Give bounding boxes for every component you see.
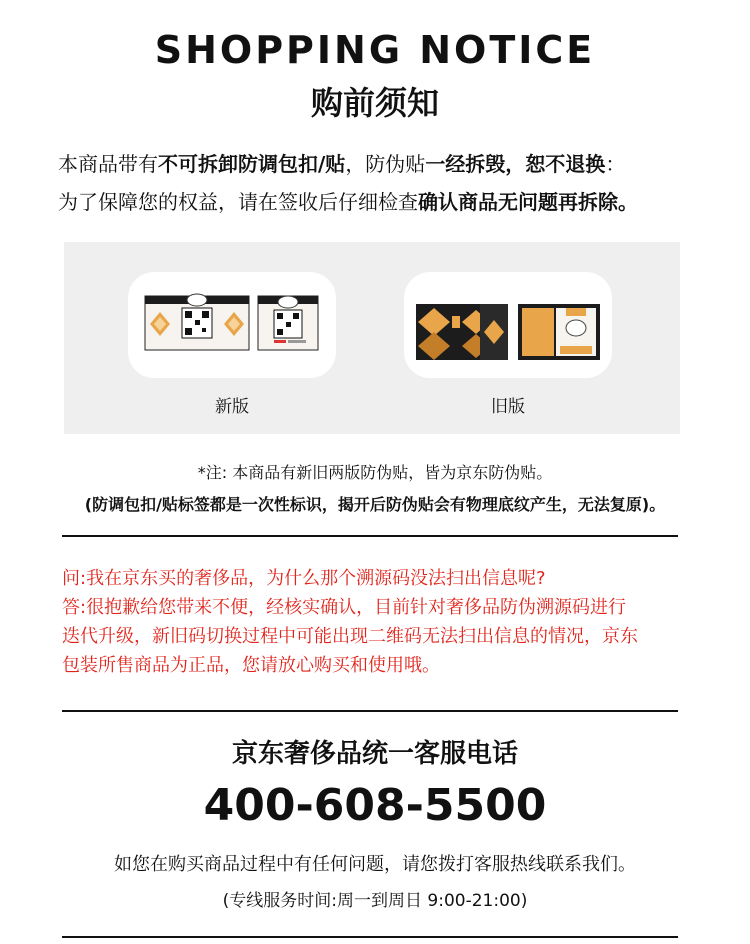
customer-service-title: 京东奢侈品统一客服电话 [231, 739, 518, 769]
intro-line-2 [58, 184, 708, 220]
intro-line-1 [58, 146, 708, 182]
note-one-time-label: (防调包扣/贴标签都是一次性标识，揭开后防伪贴会有物理底纹产生，无法复原)。 [84, 495, 666, 514]
sticker-comparison-panel [64, 242, 680, 434]
new-version-sticker-card [128, 272, 336, 378]
qa-answer-line-3: 包装所售商品为正品，您请放心购买和使用哦。 [62, 655, 440, 676]
qa-answer-line-1: 答:很抱歉给您带来不便，经核实确认，目前针对奢侈品防伪溯源码进行 [62, 597, 627, 618]
intro-line-1-segment-4: ： [605, 152, 626, 176]
intro-line-1-segment-0: 本商品带有 [58, 152, 158, 176]
title-chinese: 购前须知 [310, 84, 439, 122]
new-version-label: 新版 [215, 397, 249, 417]
divider-1 [62, 535, 678, 537]
intro-line-2-segment-1: 确认商品无问题再拆除。 [418, 190, 638, 214]
intro-line-2-segment-0: 为了保障您的权益，请在签收后仔细检查 [58, 190, 418, 214]
customer-service-phone[interactable]: 400-608-5500 [203, 780, 547, 831]
intro-line-1-segment-3: 一经拆毁，恕不退换 [425, 152, 606, 176]
old-version-sticker-image [404, 272, 612, 378]
customer-service-hours: (专线服务时间:周一到周日 9:00-21:00) [222, 891, 528, 911]
intro-line-1-segment-1: 不可拆卸防调包扣/贴 [158, 152, 346, 176]
customer-service-description: 如您在购买商品过程中有任何问题，请您拨打客服热线联系我们。 [114, 854, 636, 875]
qa-question: 问:我在京东买的奢侈品，为什么那个溯源码没法扫出信息呢? [62, 568, 546, 589]
divider-2 [62, 710, 678, 712]
note-anti-counterfeit: *注: 本商品有新旧两版防伪贴，皆为京东防伪贴。 [197, 463, 553, 482]
divider-3 [62, 936, 678, 938]
new-version-sticker-image [128, 272, 336, 378]
qa-answer-line-2: 迭代升级，新旧码切换过程中可能出现二维码无法扫出信息的情况，京东 [62, 626, 638, 647]
old-version-label: 旧版 [491, 397, 525, 417]
title-english: SHOPPING NOTICE [154, 28, 596, 72]
old-version-sticker-card [404, 272, 612, 378]
intro-line-1-segment-2: ，防伪贴 [345, 152, 426, 176]
